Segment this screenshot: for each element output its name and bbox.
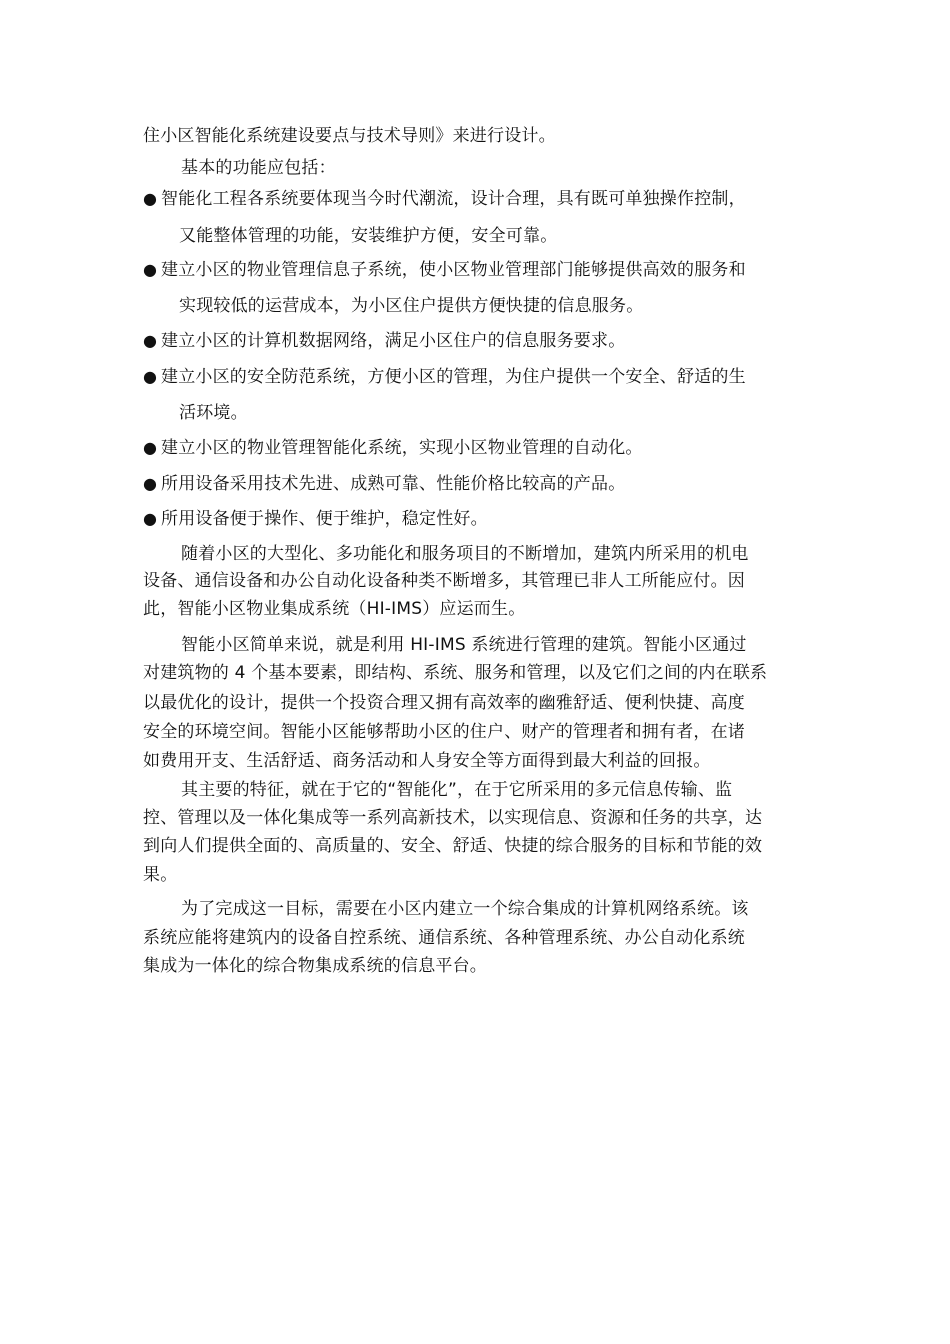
bullet-icon: ● [143,509,158,528]
paragraph-line: 以最优化的设计，提供一个投资合理又拥有高效率的幽雅舒适、便利快捷、高度 [143,693,745,713]
bullet-text: 建立小区的物业管理智能化系统，实现小区物业管理的自动化。 [161,438,643,458]
bullet-text: 所用设备便于操作、便于维护，稳定性好。 [161,509,488,529]
paragraph-line: 此，智能小区物业集成系统（HI-IMS）应运而生。 [143,599,526,619]
paragraph-line: 设备、通信设备和办公自动化设备种类不断增多，其管理已非人工所能应付。因 [143,571,745,591]
bullet-text: 所用设备采用技术先进、成熟可靠、性能价格比较高的产品。 [161,474,626,494]
list-item [143,258,813,282]
bullet-text: 建立小区的安全防范系统，方便小区的管理，为住户提供一个安全、舒适的生 [161,367,746,387]
paragraph-line: 对建筑物的 4 个基本要素，即结构、系统、服务和管理，以及它们之间的内在联系 [143,663,768,683]
functions-heading: 基本的功能应包括： [181,158,336,178]
bullet-icon: ● [143,331,158,350]
intro-line: 住小区智能化系统建设要点与技术导则》来进行设计。 [143,126,556,146]
bullet-text: 建立小区的物业管理信息子系统，使小区物业管理部门能够提供高效的服务和 [161,260,746,280]
bullet-text: 建立小区的计算机数据网络，满足小区住户的信息服务要求。 [161,331,626,351]
bullet-icon: ● [143,260,158,279]
paragraph-line: 集成为一体化的综合物集成系统的信息平台。 [143,956,487,976]
bullet-icon: ● [143,189,158,208]
bullet-icon: ● [143,438,158,457]
list-item [143,329,813,353]
bullet-continuation: 活环境。 [179,403,248,423]
bullet-continuation: 又能整体管理的功能，安装维护方便，安全可靠。 [179,226,558,246]
paragraph-line: 到向人们提供全面的、高质量的、安全、舒适、快捷的综合服务的目标和节能的效 [143,836,763,856]
paragraph-line: 如费用开支、生活舒适、商务活动和人身安全等方面得到最大利益的回报。 [143,751,711,771]
paragraph-line: 控、管理以及一体化集成等一系列高新技术，以实现信息、资源和任务的共享，达 [143,808,763,828]
bullet-icon: ● [143,367,158,386]
paragraph-line: 为了完成这一目标，需要在小区内建立一个综合集成的计算机网络系统。该 [181,899,749,919]
bullet-continuation: 实现较低的运营成本，为小区住户提供方便快捷的信息服务。 [179,296,644,316]
bullet-text: 智能化工程各系统要体现当今时代潮流，设计合理，具有既可单独操作控制， [161,189,746,209]
paragraph-line: 智能小区简单来说，就是利用 HI-IMS 系统进行管理的建筑。智能小区通过 [181,635,747,655]
list-item [143,507,813,531]
list-item [143,472,813,496]
paragraph-line: 系统应能将建筑内的设备自控系统、通信系统、各种管理系统、办公自动化系统 [143,928,745,948]
paragraph-line: 随着小区的大型化、多功能化和服务项目的不断增加，建筑内所采用的机电 [181,544,749,564]
paragraph-line: 其主要的特征，就在于它的“智能化”，在于它所采用的多元信息传输、监 [181,780,733,800]
bullet-icon: ● [143,474,158,493]
paragraph-line: 安全的环境空间。智能小区能够帮助小区的住户、财产的管理者和拥有者，在诸 [143,722,745,742]
paragraph-line: 果。 [143,865,178,885]
list-item [143,436,813,460]
list-item [143,365,813,389]
list-item [143,187,813,211]
